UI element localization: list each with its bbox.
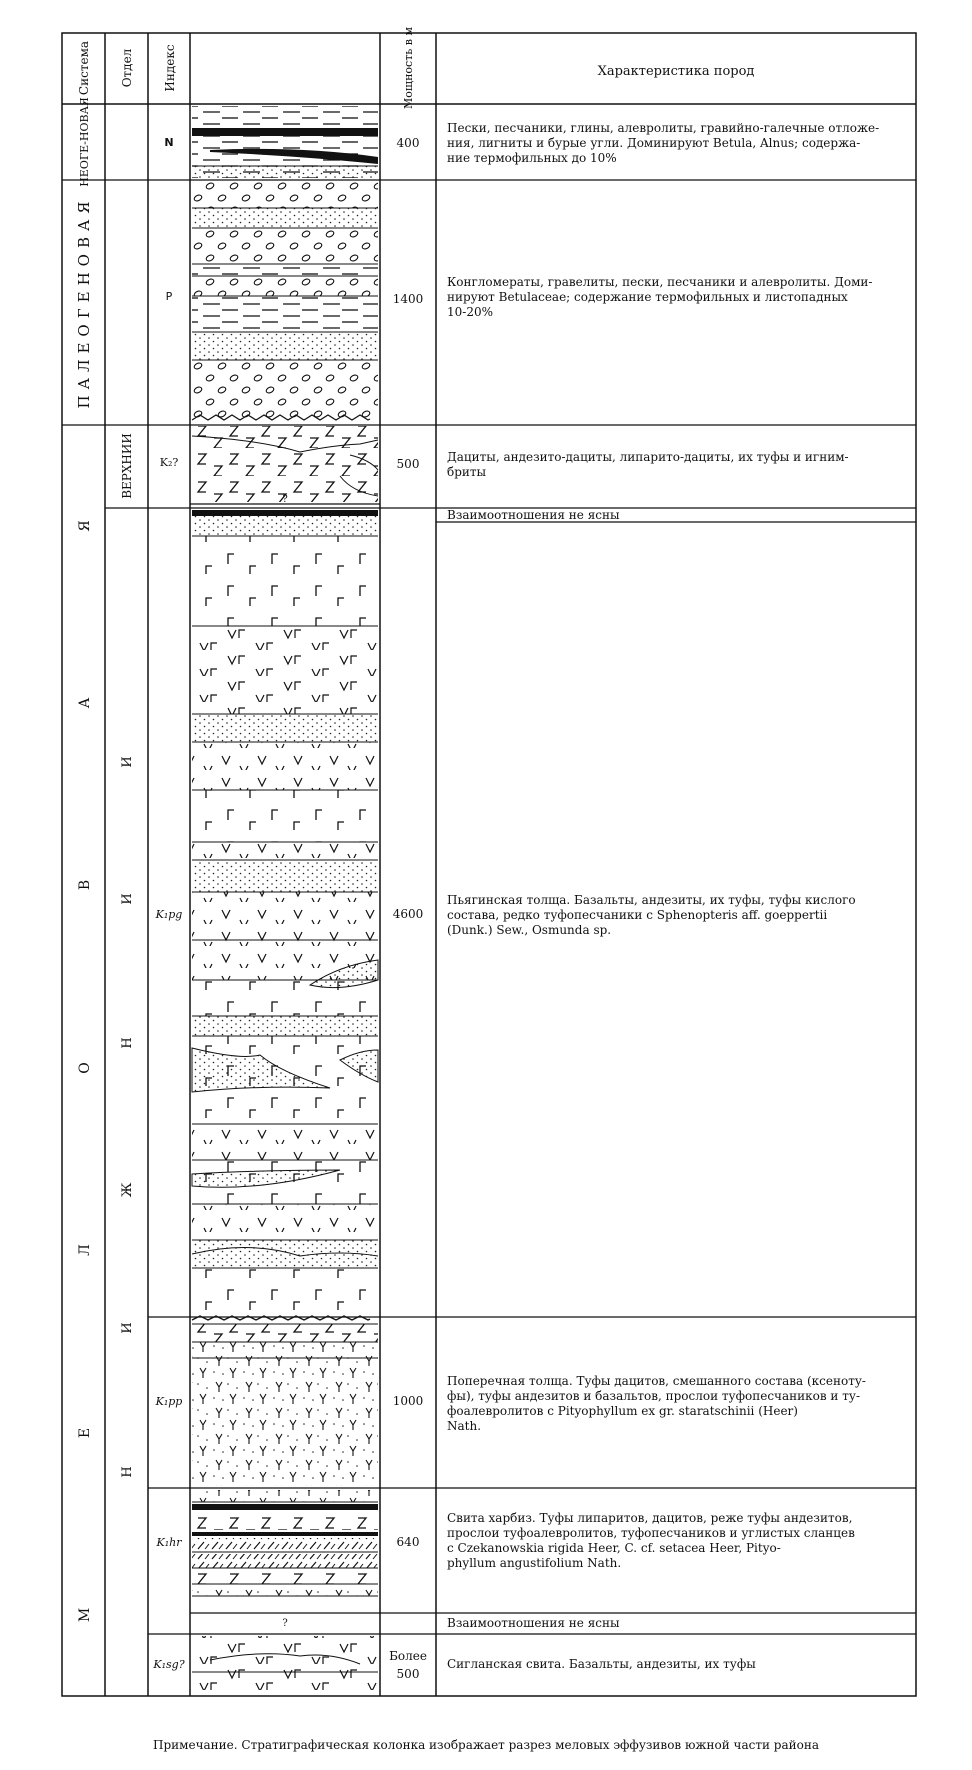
desc-line: Пьягинская толща. Базальты, андезиты, их туфы, туфы кислого [447, 893, 856, 907]
desc-line: ние термофильных до 10% [447, 151, 617, 165]
lithology-siglanskaya [192, 1636, 378, 1694]
desc-line: нируют Betulaceae; содержание термофильных и листопадных [447, 290, 848, 304]
lithology-paleogene [192, 182, 378, 420]
system-column [75, 97, 93, 1622]
unit-description [447, 508, 620, 522]
division-lower-letter: И [120, 756, 135, 768]
desc-line: прослои туфоалевролитов, туфопесчаников и углистых сланцев [447, 1526, 855, 1540]
unit-description [447, 121, 879, 165]
unit-index: K₁sg? [153, 1658, 185, 1671]
desc-line: фоалевролитов с Pityophyllum ex gr. staratschinii (Heer) [447, 1404, 798, 1418]
desc-line: состава, редко туфопесчаники с Sphenopteris aff. goeppertii [447, 908, 828, 922]
desc-line: с Czekanowskia rigida Heer, C. cf. setacea Heer, Pityo- [447, 1541, 781, 1555]
cretaceous-letter: Я [77, 520, 93, 532]
desc-line: (Dunk.) Sew., Osmunda sp. [447, 923, 612, 937]
unit-thickness: 400 [396, 136, 420, 150]
unit-index: N [164, 136, 174, 149]
svg-text:?: ? [282, 1618, 288, 1629]
header-system: Система [77, 40, 91, 96]
header-description: Характеристика пород [597, 64, 755, 79]
lithology-kharbiz [192, 1490, 378, 1629]
lithology-poperechnaya [192, 1316, 378, 1486]
system-cretaceous [77, 520, 93, 1622]
desc-line: бриты [447, 465, 487, 479]
unit-index: P [165, 290, 173, 303]
desc-line: Дациты, андезито-дациты, липарито-дациты, их туфы и игним- [447, 450, 849, 464]
cretaceous-letter: Е [77, 1427, 93, 1439]
division-lower-letter: Ж [120, 1182, 135, 1198]
unit-description [447, 1374, 866, 1433]
desc-line: ния, лигниты и бурые угли. Доминируют Betula, Alnus; содержа- [447, 136, 861, 150]
desc-line: Взаимоотношения не ясны [447, 1616, 620, 1630]
division-lower-letter: Н [120, 1037, 135, 1049]
unit-thickness: 1000 [392, 1394, 424, 1408]
unit-description [447, 1616, 620, 1630]
system-paleogene: ПАЛЕОГЕНОВАЯ [75, 195, 93, 409]
cretaceous-letter: А [77, 697, 93, 709]
division-upper: ВЕРХНИИ [120, 433, 134, 499]
lithology-upper-cretaceous [192, 426, 378, 505]
unit-thickness: 1400 [392, 292, 424, 306]
unit-description [447, 893, 856, 937]
desc-line: Взаимоотношения не ясны [447, 508, 620, 522]
division-lower-letter: И [120, 893, 135, 905]
unit-index: K₂? [159, 456, 179, 469]
desc-line: 10-20% [447, 305, 493, 319]
desc-line: Nath. [447, 1419, 482, 1433]
unit-thickness: Более [389, 1649, 427, 1663]
desc-line: Конгломераты, гравелиты, пески, песчаники и алевролиты. Доми- [447, 275, 873, 289]
unit-description [447, 1657, 756, 1671]
desc-line: Пески, песчаники, глины, алевролиты, гравийно-галечные отложе- [447, 121, 880, 135]
desc-line: phyllum angustifolium Nath. [447, 1556, 622, 1570]
unit-thickness: 500 [396, 1667, 420, 1681]
desc-line: Сигланская свита. Базальты, андезиты, их туфы [447, 1657, 756, 1671]
header-thickness: Мощность в м [402, 26, 415, 110]
footnote: Примечание. Стратиграфическая колонка изображает разрез меловых эффузивов южной части района [153, 1738, 819, 1752]
lithology-neogene [192, 106, 378, 178]
system-neogene: НЕОГЕ-НОВАЯ [78, 97, 91, 187]
desc-line: фы), туфы андезитов и базальтов, прослои туфопесчаников и ту- [447, 1389, 860, 1403]
cretaceous-letter: М [77, 1607, 93, 1623]
svg-text:?: ? [282, 494, 288, 505]
desc-line: Свита харбиз. Туфы липаритов, дацитов, реже туфы андезитов, [447, 1511, 853, 1525]
division-column [120, 433, 135, 1477]
division-lower-letter: И [120, 1322, 135, 1334]
unit-index: K₁pg [155, 908, 183, 921]
lithology-pyaginskaya [192, 510, 378, 1314]
cretaceous-letter: Л [77, 1244, 93, 1256]
header-index: Индекс [163, 44, 177, 92]
unit-description [447, 275, 872, 319]
unit-thickness: 640 [396, 1535, 420, 1549]
unit-index: K₁pp [155, 1395, 183, 1408]
unit-thickness: 4600 [392, 907, 424, 921]
division-lower-letter: Н [120, 1466, 135, 1478]
cretaceous-letter: О [77, 1062, 93, 1074]
header-row [77, 27, 754, 109]
unit-description [447, 1511, 855, 1570]
unit-description [447, 450, 849, 479]
lithology-column [192, 106, 378, 1694]
unit-index: K₁hr [156, 1536, 182, 1549]
header-division: Отдел [120, 48, 134, 88]
desc-line: Поперечная толща. Туфы дацитов, смешанного состава (ксеноту- [447, 1374, 866, 1388]
cretaceous-letter: В [77, 879, 93, 891]
unit-thickness: 500 [396, 457, 420, 471]
